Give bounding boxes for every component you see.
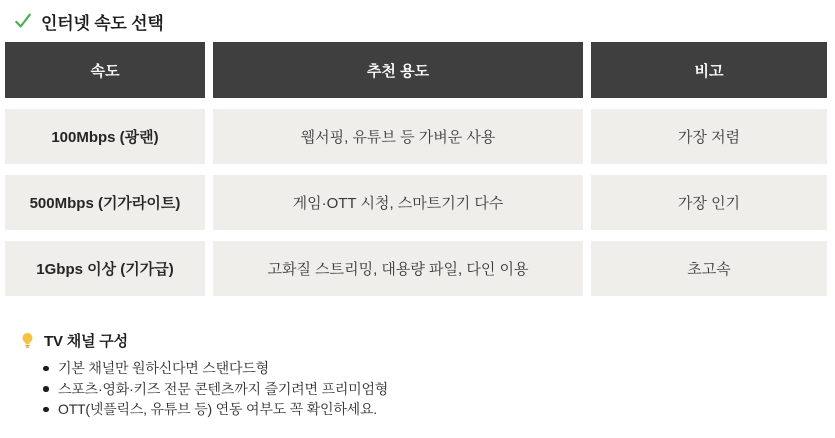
table-header-usage: 추천 용도 — [213, 42, 583, 98]
tv-section-title: TV 채널 구성 — [44, 332, 128, 350]
tv-section-heading — [20, 331, 835, 349]
table-cell-speed: 500Mbps (기가라이트) — [5, 175, 205, 230]
tv-bullet-list — [41, 358, 835, 420]
table-cell-note: 가장 인기 — [591, 175, 827, 230]
section-title-row — [14, 10, 835, 32]
table-cell-note: 가장 저렴 — [591, 109, 827, 164]
lightbulb-icon — [20, 332, 35, 349]
page-title: 인터넷 속도 선택 — [41, 13, 164, 33]
table-header-speed: 속도 — [5, 42, 205, 98]
table-cell-usage: 고화질 스트리밍, 대용량 파일, 다인 이용 — [213, 241, 583, 296]
check-icon — [14, 12, 32, 30]
document-page — [0, 10, 835, 438]
tv-bullet-item: 스포츠·영화·키즈 전문 콘텐츠까지 즐기려면 프리미엄형 — [41, 379, 835, 400]
tv-bullet-item: 기본 채널만 원하신다면 스탠다드형 — [41, 358, 835, 379]
table-cell-note: 초고속 — [591, 241, 827, 296]
table-header-note: 비고 — [591, 42, 827, 98]
table-cell-speed: 1Gbps 이상 (기가급) — [5, 241, 205, 296]
tv-bullet-item: OTT(넷플릭스, 유튜브 등) 연동 여부도 꼭 확인하세요. — [41, 399, 835, 420]
internet-speed-table — [5, 42, 827, 296]
table-cell-usage: 웹서핑, 유튜브 등 가벼운 사용 — [213, 109, 583, 164]
table-cell-usage: 게임·OTT 시청, 스마트기기 다수 — [213, 175, 583, 230]
table-cell-speed: 100Mbps (광랜) — [5, 109, 205, 164]
tv-channel-section — [20, 331, 835, 420]
